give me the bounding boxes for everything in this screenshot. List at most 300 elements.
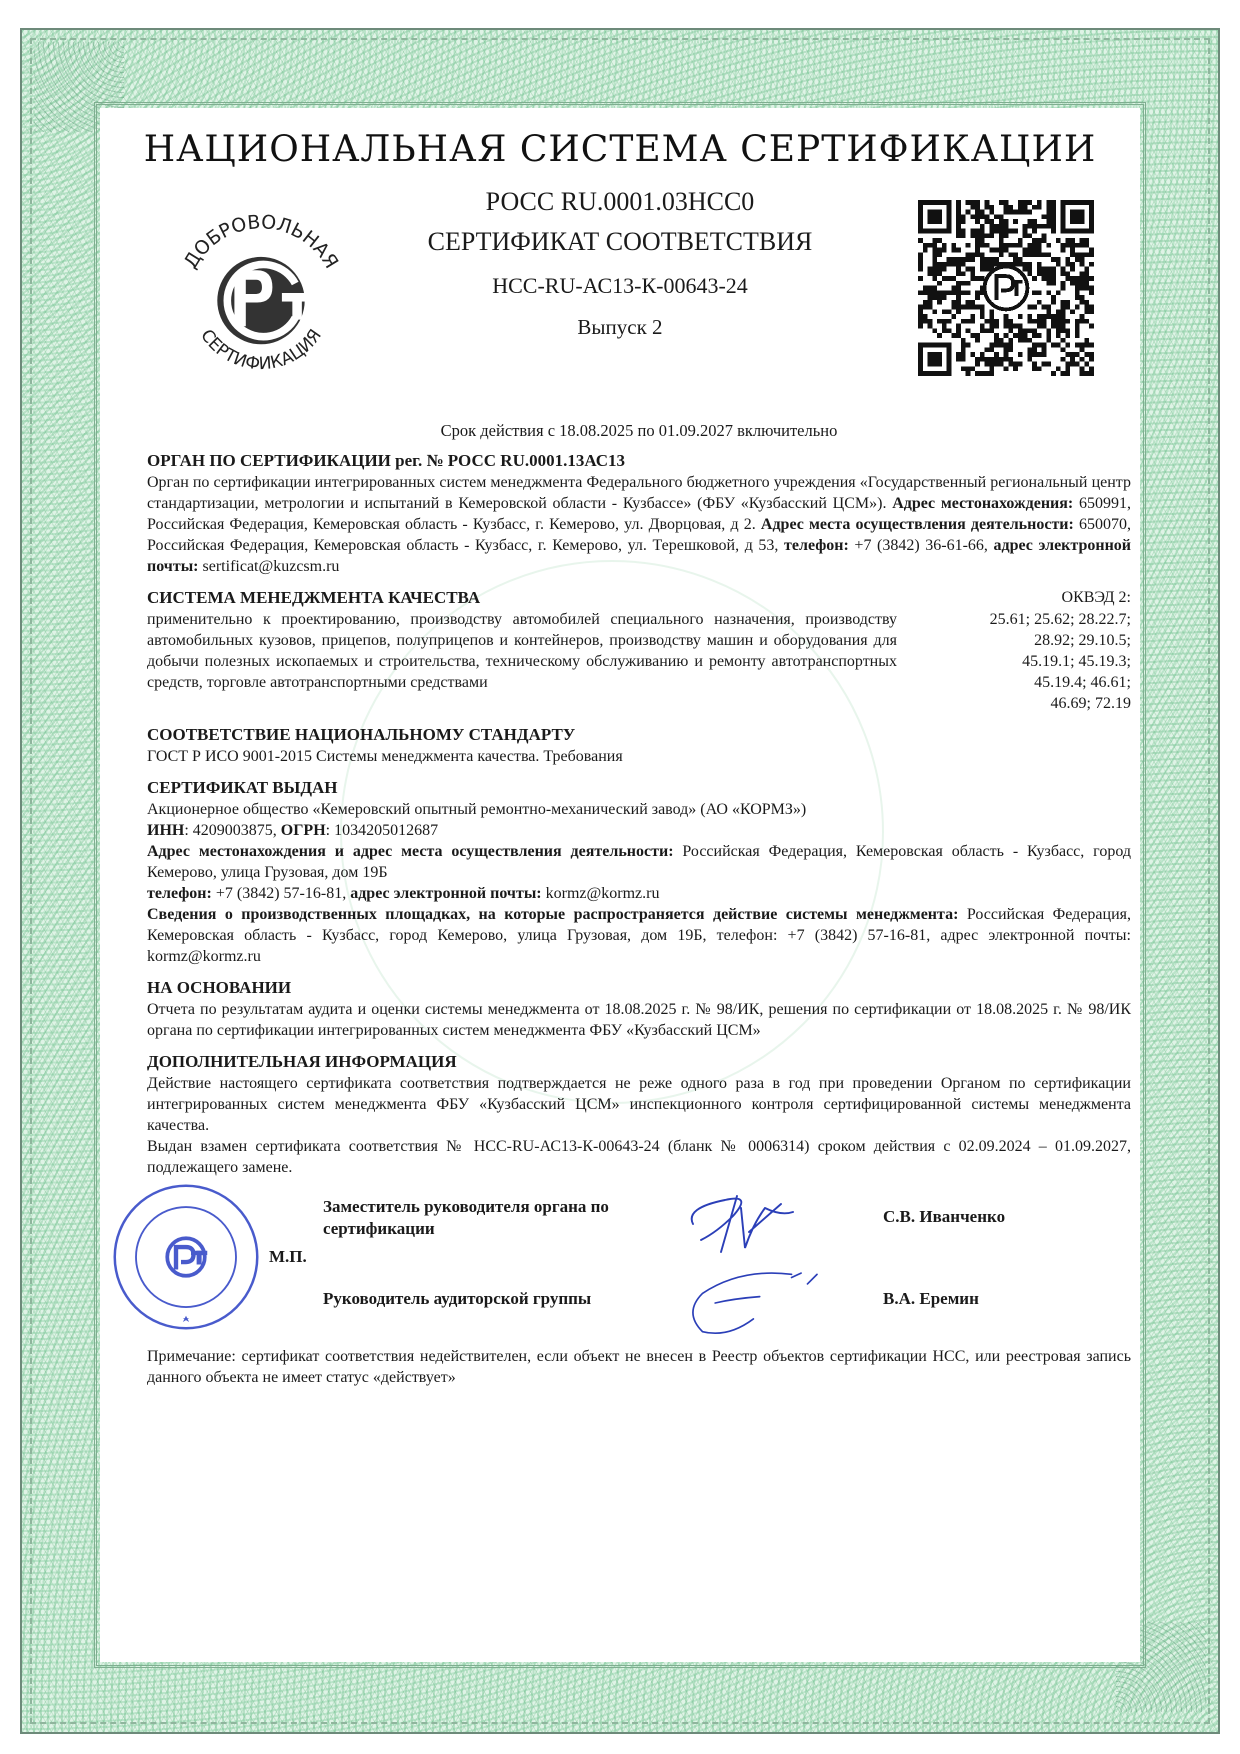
qr-module xyxy=(1070,267,1075,272)
qr-module xyxy=(928,290,933,295)
qr-module xyxy=(932,290,937,295)
section-certification-body xyxy=(147,450,1131,577)
qr-module xyxy=(966,366,971,371)
qr-module xyxy=(970,305,975,310)
qr-module xyxy=(975,205,980,210)
qr-module xyxy=(1032,343,1037,348)
qr-module xyxy=(1075,281,1080,286)
qr-module xyxy=(1027,328,1032,333)
qr-module xyxy=(1089,352,1094,357)
validity-period: Срок действия с 18.08.2025 по 01.09.2027 включительно xyxy=(440,421,838,440)
qr-module xyxy=(994,319,999,324)
qr-module xyxy=(951,257,956,262)
qr-module xyxy=(1089,248,1094,253)
qr-module xyxy=(1004,324,1009,329)
qr-module xyxy=(1032,333,1037,338)
qr-module xyxy=(1084,352,1089,357)
qr-module xyxy=(1004,357,1009,362)
qr-module xyxy=(1070,362,1075,367)
qr-module xyxy=(989,319,994,324)
qr-module xyxy=(1032,248,1037,253)
qr-module xyxy=(1065,366,1070,371)
qr-module xyxy=(989,248,994,253)
qr-module xyxy=(1070,281,1075,286)
qr-module xyxy=(918,319,923,324)
qr-module xyxy=(1046,328,1051,333)
company-ids: ИНН: 4209003875, ОГРН: 1034205012687 xyxy=(147,822,439,839)
qr-module xyxy=(937,300,942,305)
rst-logo-icon xyxy=(166,198,356,388)
qr-module xyxy=(956,328,961,333)
qr-module xyxy=(1065,352,1070,357)
qr-code-icon xyxy=(918,200,1094,376)
qr-module xyxy=(1037,319,1042,324)
qr-module xyxy=(1023,262,1028,267)
qr-module xyxy=(928,300,933,305)
qr-module xyxy=(999,357,1004,362)
qr-module xyxy=(956,257,961,262)
qr-module xyxy=(966,343,971,348)
qr-module xyxy=(928,324,933,329)
qr-module xyxy=(932,238,937,243)
qr-module xyxy=(975,200,980,205)
qr-module xyxy=(1004,366,1009,371)
qr-module xyxy=(1080,300,1085,305)
qr-module xyxy=(956,300,961,305)
qr-module xyxy=(1013,243,1018,248)
qms-main xyxy=(147,587,897,714)
qr-module xyxy=(1089,252,1094,257)
qr-module xyxy=(999,200,1004,205)
qr-module xyxy=(961,219,966,224)
qr-module xyxy=(947,309,952,314)
qr-module xyxy=(980,210,985,215)
qr-module xyxy=(970,200,975,205)
qr-module xyxy=(975,219,980,224)
qr-module xyxy=(1018,314,1023,319)
qr-module xyxy=(1037,333,1042,338)
qr-module xyxy=(985,362,990,367)
qr-module xyxy=(1008,362,1013,367)
qr-module xyxy=(1023,224,1028,229)
qr-module xyxy=(1032,205,1037,210)
qr-module xyxy=(980,214,985,219)
qr-module xyxy=(961,357,966,362)
qr-module xyxy=(1065,333,1070,338)
qr-module xyxy=(1042,347,1047,352)
qr-module xyxy=(937,238,942,243)
qr-module xyxy=(980,328,985,333)
qr-module xyxy=(985,328,990,333)
qr-module xyxy=(1018,324,1023,329)
qr-module xyxy=(1051,224,1056,229)
qr-module xyxy=(985,205,990,210)
qr-module xyxy=(932,262,937,267)
qr-module xyxy=(947,262,952,267)
qr-module xyxy=(1037,252,1042,257)
qr-module xyxy=(1061,286,1066,291)
qr-module xyxy=(985,371,990,376)
qr-module xyxy=(989,309,994,314)
qr-module xyxy=(942,319,947,324)
qr-module xyxy=(1004,248,1009,253)
qr-module xyxy=(989,229,994,234)
qr-module xyxy=(1061,271,1066,276)
qr-module xyxy=(928,295,933,300)
qr-module xyxy=(999,224,1004,229)
qr-module xyxy=(1084,243,1089,248)
qr-module xyxy=(1037,238,1042,243)
qr-module xyxy=(1037,324,1042,329)
qr-module xyxy=(1032,243,1037,248)
qr-module xyxy=(999,248,1004,253)
company-name: Акционерное общество «Кемеровский опытный ремонтно-механический завод» (АО «КОРМЗ») xyxy=(147,801,807,818)
qr-module xyxy=(970,267,975,272)
qr-module xyxy=(1075,295,1080,300)
qr-module xyxy=(980,252,985,257)
okved-line: 25.61; 25.62; 28.22.7; xyxy=(989,611,1131,628)
qr-module xyxy=(1027,267,1032,272)
qms-scope: применительно к проектированию, производству автомобилей специального назначения, производству автомобильных кузовов, прицепов, полуприцепов и контейнеров, производству машин и оборудования для добычи полезных ископаемых и строительства, техническому обслуживанию и ремонту автотранспортных средств, торговле автотранспортными средствами xyxy=(147,611,897,691)
qr-module xyxy=(1032,252,1037,257)
qr-module xyxy=(1013,333,1018,338)
qr-module xyxy=(1051,281,1056,286)
issue-number: Выпуск 2 xyxy=(577,315,663,339)
qr-module xyxy=(1080,257,1085,262)
qr-module xyxy=(951,314,956,319)
certificate-header xyxy=(100,118,1140,418)
qr-module xyxy=(1027,248,1032,253)
signature-block xyxy=(147,1188,1131,1338)
qr-module xyxy=(1018,210,1023,215)
qr-module xyxy=(1080,371,1085,376)
qr-module xyxy=(1061,324,1066,329)
qr-module xyxy=(918,314,923,319)
qr-module xyxy=(985,233,990,238)
qr-module xyxy=(937,319,942,324)
qr-module xyxy=(1061,309,1066,314)
qr-module xyxy=(1004,219,1009,224)
qr-module xyxy=(1027,224,1032,229)
basis-text: Отчета по результатам аудита и оценки системы менеджмента от 18.08.2025 г. № 98/ИК, решения по сертификации от 18.08.2025 г. № 98/ИК органа по сертификации интегрированных систем менеджмента ФБУ «Кузбасский ЦСМ» xyxy=(147,1001,1131,1039)
qr-module xyxy=(947,290,952,295)
qr-module xyxy=(937,252,942,257)
qr-module xyxy=(994,257,999,262)
qr-module xyxy=(970,252,975,257)
qr-module xyxy=(956,200,961,205)
qr-module xyxy=(970,276,975,281)
qr-module xyxy=(1051,267,1056,272)
section-qms xyxy=(147,587,1131,714)
qr-module xyxy=(970,214,975,219)
qr-module xyxy=(994,324,999,329)
qms-heading: СИСТЕМА МЕНЕДЖМЕНТА КАЧЕСТВА xyxy=(147,588,481,607)
qr-module xyxy=(1008,357,1013,362)
qr-module xyxy=(937,281,942,286)
qr-module xyxy=(1075,305,1080,310)
qr-module xyxy=(999,214,1004,219)
qr-module xyxy=(1046,305,1051,310)
qr-module xyxy=(918,324,923,329)
qr-module xyxy=(1075,362,1080,367)
qr-module xyxy=(1037,267,1042,272)
qr-module xyxy=(1032,328,1037,333)
qr-module xyxy=(1027,233,1032,238)
qr-module xyxy=(1023,267,1028,272)
qr-module xyxy=(1023,252,1028,257)
qr-module xyxy=(989,371,994,376)
qr-module xyxy=(1065,271,1070,276)
qr-module xyxy=(1075,328,1080,333)
qr-module xyxy=(937,290,942,295)
qr-module xyxy=(1061,248,1066,253)
signature-ivanchenko xyxy=(667,1184,807,1264)
qr-module xyxy=(989,357,994,362)
section-standard xyxy=(147,724,1131,767)
qr-module xyxy=(1042,276,1047,281)
qr-module xyxy=(1027,200,1032,205)
qr-module xyxy=(966,281,971,286)
okved-line: 45.19.4; 46.61; xyxy=(1034,674,1131,691)
system-title: НАЦИОНАЛЬНАЯ СИСТЕМА СЕРТИФИКАЦИИ xyxy=(143,129,1097,170)
qr-module xyxy=(1042,271,1047,276)
qr-module xyxy=(1084,305,1089,310)
qr-module xyxy=(994,343,999,348)
qr-module xyxy=(1023,205,1028,210)
qr-module xyxy=(985,243,990,248)
qr-module xyxy=(932,248,937,253)
qr-module xyxy=(1004,333,1009,338)
qr-module xyxy=(1061,347,1066,352)
qr-module xyxy=(1065,371,1070,376)
qr-module xyxy=(1080,243,1085,248)
qr-module xyxy=(947,276,952,281)
qr-module xyxy=(1046,219,1051,224)
qr-module xyxy=(937,333,942,338)
qr-module xyxy=(975,248,980,253)
qr-module xyxy=(937,271,942,276)
qr-module xyxy=(1042,252,1047,257)
qr-module xyxy=(1042,224,1047,229)
qr-module xyxy=(942,248,947,253)
qr-module xyxy=(970,352,975,357)
qr-module xyxy=(1037,243,1042,248)
qr-module xyxy=(956,267,961,272)
qr-module xyxy=(1070,276,1075,281)
qr-module xyxy=(1075,257,1080,262)
qr-module xyxy=(970,233,975,238)
qr-module xyxy=(975,243,980,248)
qr-module xyxy=(1008,319,1013,324)
qr-module xyxy=(975,214,980,219)
qr-module xyxy=(918,252,923,257)
system-registration: РОСС RU.0001.03НСС0 xyxy=(485,187,755,216)
qr-module xyxy=(1004,205,1009,210)
replacement-info: Выдан взамен сертификата соответствия № НСС-RU-АС13-К-00643-24 (бланк № 0006314) сроком действия с 02.09.2024 – 01.09.2027, подлежащего замене. xyxy=(147,1138,1131,1176)
qr-module xyxy=(1051,257,1056,262)
qr-module xyxy=(1032,352,1037,357)
qr-module xyxy=(1027,314,1032,319)
qr-module xyxy=(1027,357,1032,362)
qr-module xyxy=(1089,262,1094,267)
qr-module xyxy=(1089,324,1094,329)
qr-module xyxy=(980,357,985,362)
qr-module xyxy=(994,357,999,362)
qr-module xyxy=(1056,257,1061,262)
qr-module xyxy=(1065,262,1070,267)
qr-module xyxy=(1080,238,1085,243)
qr-module xyxy=(1084,343,1089,348)
qr-module xyxy=(1023,248,1028,253)
qr-module xyxy=(956,309,961,314)
qr-module xyxy=(1042,214,1047,219)
qr-module xyxy=(970,319,975,324)
qr-module xyxy=(1042,343,1047,348)
signatory-role-deputy: Заместитель руководителя органа по сертификации xyxy=(323,1197,609,1238)
qr-module xyxy=(1018,243,1023,248)
qr-module xyxy=(1046,243,1051,248)
qr-module xyxy=(1027,338,1032,343)
qr-module xyxy=(1051,219,1056,224)
qr-module xyxy=(1070,252,1075,257)
qr-module xyxy=(1004,210,1009,215)
qr-module xyxy=(961,262,966,267)
qr-module xyxy=(956,229,961,234)
qr-module xyxy=(975,333,980,338)
qr-module xyxy=(1018,205,1023,210)
qr-module xyxy=(918,290,923,295)
qr-module xyxy=(1080,347,1085,352)
qr-module xyxy=(994,229,999,234)
logo-top-text: ДОБРОВОЛЬНАЯ xyxy=(179,211,343,273)
qr-module xyxy=(961,257,966,262)
qr-finder xyxy=(928,210,942,224)
additional-info-text: Действие настоящего сертификата соответствия подтверждается не реже одного раза в год при проведении Органом по сертификации интегрированных систем менеджмента ФБУ «Кузбасский ЦСМ» инспекционного контроля сертифицированной системы менеджмента качества. xyxy=(147,1075,1131,1134)
basis-heading: НА ОСНОВАНИИ xyxy=(147,978,292,997)
qr-module xyxy=(942,262,947,267)
qr-module xyxy=(970,300,975,305)
signatory-name-deputy: С.В. Иванченко xyxy=(883,1207,1006,1226)
qr-module xyxy=(1008,343,1013,348)
qr-module xyxy=(1070,262,1075,267)
qr-module xyxy=(975,276,980,281)
qr-module xyxy=(923,300,928,305)
qr-module xyxy=(989,343,994,348)
qr-module xyxy=(1008,338,1013,343)
qr-module xyxy=(1080,271,1085,276)
qr-module xyxy=(1051,324,1056,329)
qr-module xyxy=(1032,276,1037,281)
qr-module xyxy=(1065,300,1070,305)
qr-module xyxy=(961,233,966,238)
qr-finder xyxy=(1070,210,1084,224)
qr-module xyxy=(923,286,928,291)
qr-module xyxy=(1004,243,1009,248)
qr-module xyxy=(1070,309,1075,314)
qr-module xyxy=(1042,352,1047,357)
qr-module xyxy=(928,243,933,248)
qr-module xyxy=(932,309,937,314)
qr-module xyxy=(994,362,999,367)
qr-module xyxy=(975,371,980,376)
qr-module xyxy=(1046,214,1051,219)
qr-module xyxy=(1084,271,1089,276)
qr-module xyxy=(1032,224,1037,229)
qr-module xyxy=(1075,252,1080,257)
qr-module xyxy=(1046,281,1051,286)
qr-module xyxy=(951,290,956,295)
qr-module xyxy=(956,248,961,253)
qr-module xyxy=(1080,286,1085,291)
qr-module xyxy=(918,257,923,262)
qr-module xyxy=(918,238,923,243)
qr-module xyxy=(1004,347,1009,352)
signature-eremin xyxy=(647,1268,847,1338)
qr-module xyxy=(980,229,985,234)
qr-module xyxy=(1084,252,1089,257)
qr-module xyxy=(1032,229,1037,234)
qr-module xyxy=(1075,276,1080,281)
qr-module xyxy=(975,233,980,238)
qr-module xyxy=(1046,309,1051,314)
qr-module xyxy=(980,324,985,329)
qr-module xyxy=(1061,243,1066,248)
qr-module xyxy=(928,319,933,324)
qr-module xyxy=(1051,276,1056,281)
qr-module xyxy=(1046,338,1051,343)
qr-module xyxy=(994,352,999,357)
qr-module xyxy=(932,257,937,262)
qr-module xyxy=(1004,314,1009,319)
qr-module xyxy=(1051,271,1056,276)
qr-module xyxy=(1084,276,1089,281)
qr-module xyxy=(942,328,947,333)
qr-module xyxy=(1013,219,1018,224)
qr-module xyxy=(1027,219,1032,224)
qr-module xyxy=(928,305,933,310)
qr-module xyxy=(1013,262,1018,267)
qr-module xyxy=(1051,314,1056,319)
qr-module xyxy=(1080,295,1085,300)
qr-module xyxy=(1046,205,1051,210)
qr-module xyxy=(999,252,1004,257)
qr-module xyxy=(1046,271,1051,276)
qr-module xyxy=(961,347,966,352)
qr-module xyxy=(966,267,971,272)
qr-module xyxy=(1080,262,1085,267)
qr-module xyxy=(975,290,980,295)
qr-module xyxy=(1051,343,1056,348)
qr-module xyxy=(1037,290,1042,295)
qr-module xyxy=(932,328,937,333)
qr-module xyxy=(1061,371,1066,376)
qr-module xyxy=(1042,305,1047,310)
additional-info-heading: ДОПОЛНИТЕЛЬНАЯ ИНФОРМАЦИЯ xyxy=(147,1052,457,1071)
qr-module xyxy=(1089,357,1094,362)
qr-module xyxy=(1070,352,1075,357)
section-issued-to xyxy=(147,777,1131,967)
qr-module xyxy=(989,233,994,238)
qr-module xyxy=(994,224,999,229)
qr-module xyxy=(1042,324,1047,329)
qr-module xyxy=(942,243,947,248)
qr-module xyxy=(956,271,961,276)
qr-module xyxy=(999,233,1004,238)
qr-module xyxy=(956,214,961,219)
qr-module xyxy=(1056,238,1061,243)
qr-module xyxy=(1008,328,1013,333)
qr-module xyxy=(918,267,923,272)
